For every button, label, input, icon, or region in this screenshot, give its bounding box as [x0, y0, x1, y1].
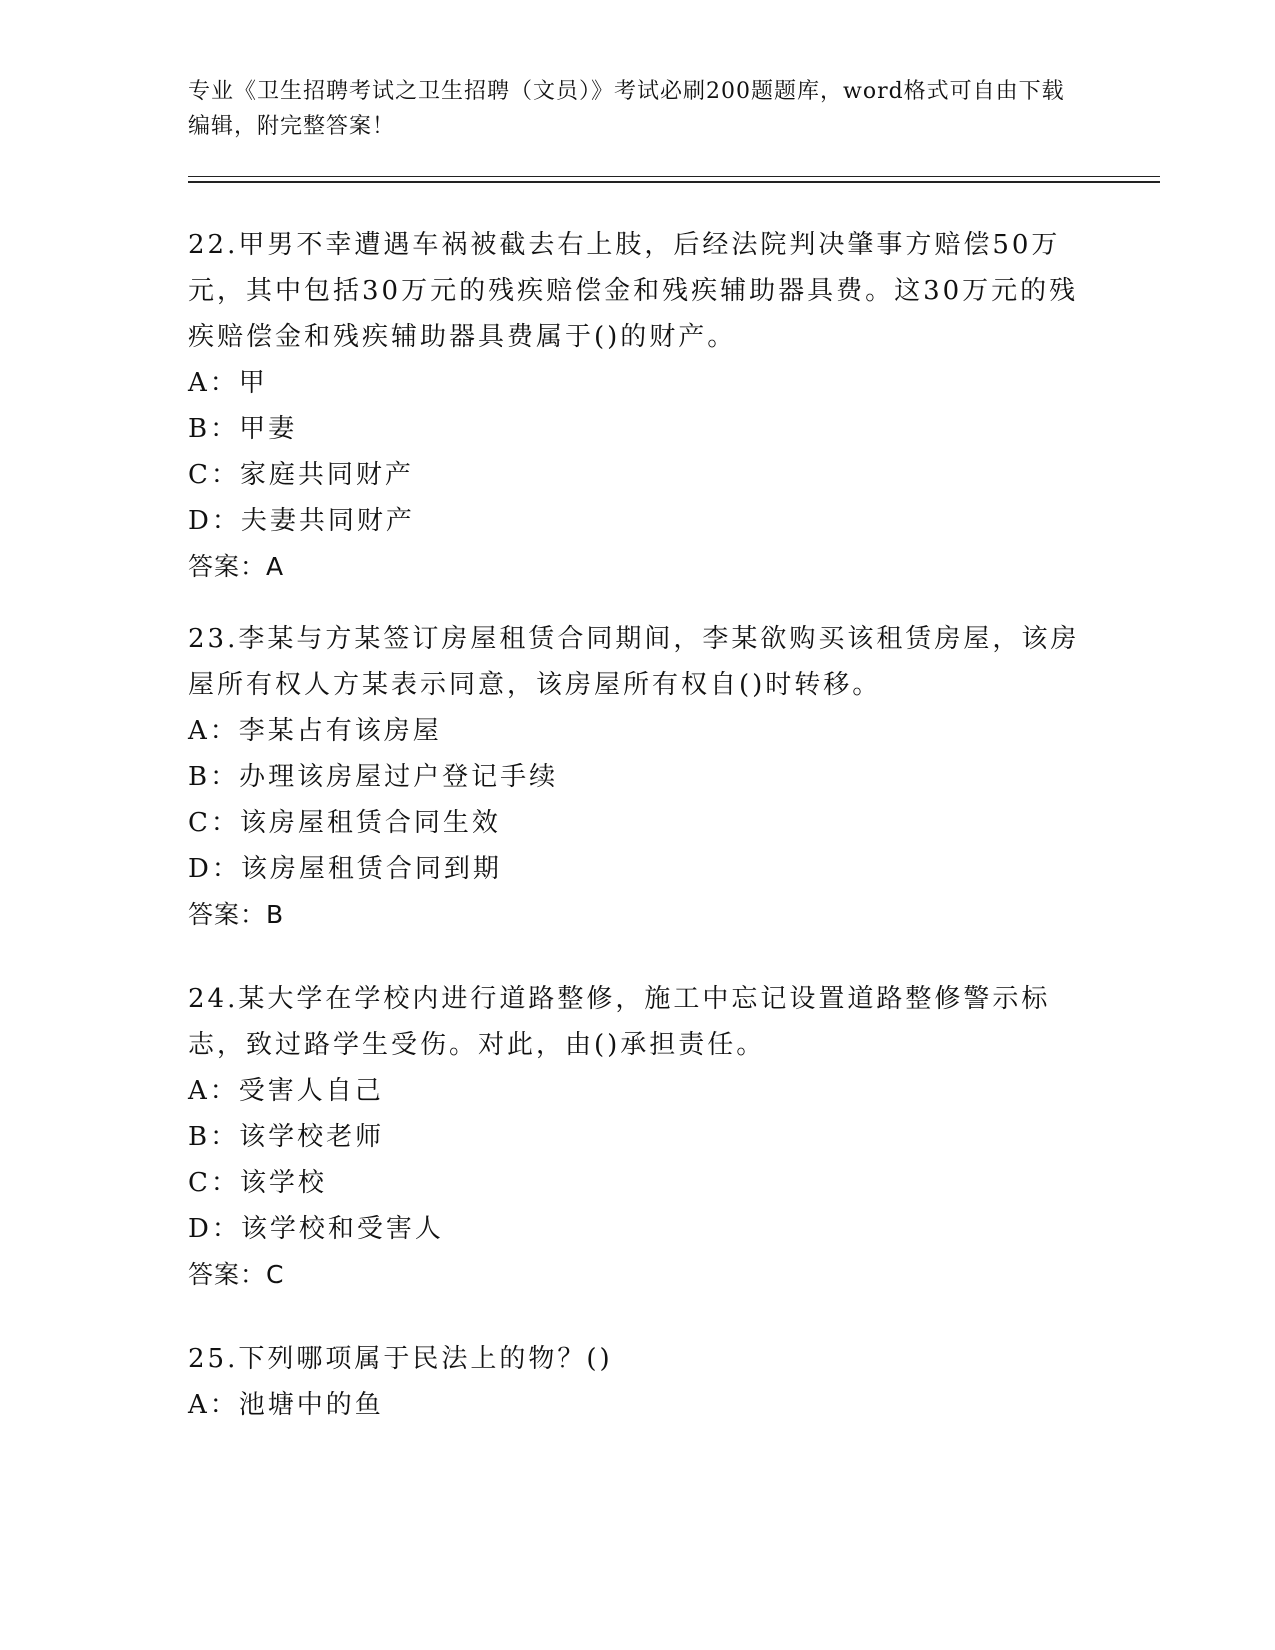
- answer-line: 答案：B: [188, 900, 285, 929]
- option-a: A：甲: [188, 368, 268, 398]
- header-divider-thick: [188, 181, 1160, 183]
- question-text: 25.下列哪项属于民法上的物？(): [188, 1344, 613, 1374]
- option-d: D：夫妻共同财产: [188, 506, 415, 536]
- question-25: [188, 1336, 1088, 1428]
- answer-line: 答案：C: [188, 1260, 285, 1289]
- option-a: A：池塘中的鱼: [188, 1390, 384, 1420]
- option-c: C：该学校: [188, 1168, 327, 1198]
- option-b: B：甲妻: [188, 414, 298, 444]
- document-header: 专业《卫生招聘考试之卫生招聘（文员）》考试必刷200题题库，word格式可自由下载编辑，附完整答案！: [188, 79, 1065, 139]
- option-d: D：该房屋租赁合同到期: [188, 854, 502, 884]
- question-text: 24.某大学在学校内进行道路整修，施工中忘记设置道路整修警示标志，致过路学生受伤。对此，由()承担责任。: [188, 984, 1051, 1060]
- option-b: B：该学校老师: [188, 1122, 385, 1152]
- question-23: [188, 616, 1088, 938]
- option-a: A：李某占有该房屋: [188, 716, 442, 746]
- question-22: [188, 222, 1088, 590]
- answer-line: 答案：A: [188, 552, 285, 581]
- option-c: C：家庭共同财产: [188, 460, 414, 490]
- option-a: A：受害人自己: [188, 1076, 384, 1106]
- question-text: 22.甲男不幸遭遇车祸被截去右上肢，后经法院判决肇事方赔偿50万元，其中包括30万元的残疾赔偿金和残疾辅助器具费。这30万元的残疾赔偿金和残疾辅助器具费属于()的财产。: [188, 230, 1079, 352]
- question-24: [188, 976, 1088, 1298]
- option-c: C：该房屋租赁合同生效: [188, 808, 501, 838]
- option-b: B：办理该房屋过户登记手续: [188, 762, 559, 792]
- option-d: D：该学校和受害人: [188, 1214, 444, 1244]
- question-text: 23.李某与方某签订房屋租赁合同期间，李某欲购买该租赁房屋，该房屋所有权人方某表示同意，该房屋所有权自()时转移。: [188, 624, 1080, 700]
- header-divider-thin: [188, 176, 1160, 177]
